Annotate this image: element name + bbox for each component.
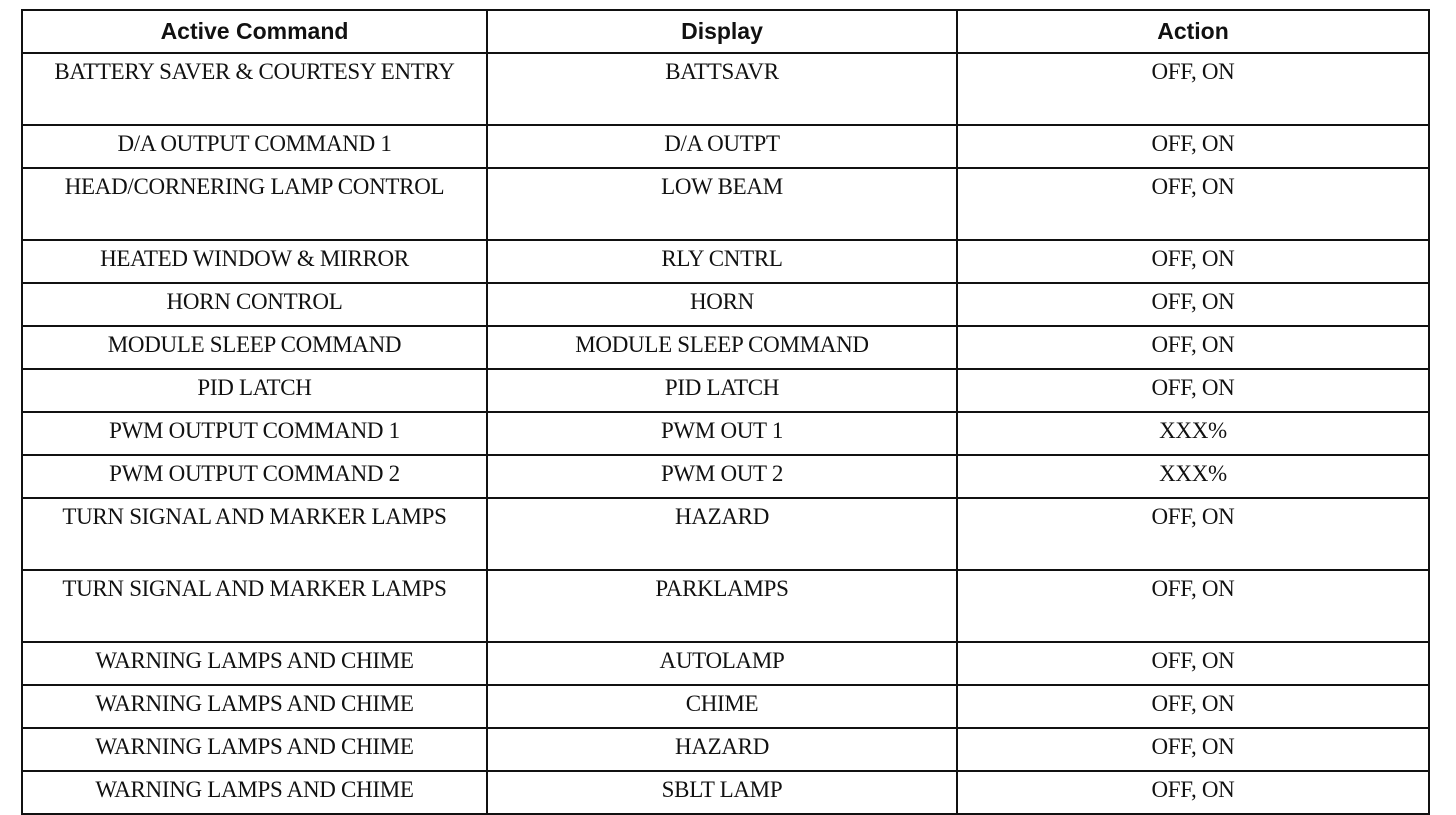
cell-active-command: PWM OUTPUT COMMAND 1 (22, 412, 487, 455)
cell-action: OFF, ON (957, 53, 1429, 125)
cell-active-command: WARNING LAMPS AND CHIME (22, 685, 487, 728)
cell-display: RLY CNTRL (487, 240, 957, 283)
table-row (22, 125, 1429, 168)
table-row (22, 728, 1429, 771)
table-row (22, 642, 1429, 685)
active-command-table (21, 9, 1430, 815)
cell-display: BATTSAVR (487, 53, 957, 125)
cell-action: OFF, ON (957, 369, 1429, 412)
cell-action: OFF, ON (957, 240, 1429, 283)
cell-display: HORN (487, 283, 957, 326)
table-row (22, 455, 1429, 498)
cell-display: HAZARD (487, 728, 957, 771)
cell-action: XXX% (957, 412, 1429, 455)
cell-active-command: HEATED WINDOW & MIRROR (22, 240, 487, 283)
cell-action: XXX% (957, 455, 1429, 498)
cell-active-command: WARNING LAMPS AND CHIME (22, 728, 487, 771)
table-header-row (22, 10, 1429, 53)
header-display: Display (487, 10, 957, 53)
cell-action: OFF, ON (957, 771, 1429, 814)
cell-active-command: D/A OUTPUT COMMAND 1 (22, 125, 487, 168)
cell-active-command: MODULE SLEEP COMMAND (22, 326, 487, 369)
cell-active-command: PWM OUTPUT COMMAND 2 (22, 455, 487, 498)
cell-action: OFF, ON (957, 685, 1429, 728)
cell-action: OFF, ON (957, 570, 1429, 642)
cell-action: OFF, ON (957, 168, 1429, 240)
table-row (22, 369, 1429, 412)
cell-display: PID LATCH (487, 369, 957, 412)
cell-display: MODULE SLEEP COMMAND (487, 326, 957, 369)
cell-display: PARKLAMPS (487, 570, 957, 642)
cell-display: AUTOLAMP (487, 642, 957, 685)
cell-display: LOW BEAM (487, 168, 957, 240)
cell-display: CHIME (487, 685, 957, 728)
table-row (22, 685, 1429, 728)
cell-active-command: TURN SIGNAL AND MARKER LAMPS (22, 570, 487, 642)
cell-action: OFF, ON (957, 728, 1429, 771)
cell-display: HAZARD (487, 498, 957, 570)
table-row (22, 53, 1429, 125)
cell-active-command: PID LATCH (22, 369, 487, 412)
active-command-table-container (21, 9, 1428, 815)
cell-action: OFF, ON (957, 642, 1429, 685)
header-action: Action (957, 10, 1429, 53)
cell-active-command: BATTERY SAVER & COURTESY ENTRY (22, 53, 487, 125)
cell-action: OFF, ON (957, 125, 1429, 168)
table-row (22, 412, 1429, 455)
cell-active-command: TURN SIGNAL AND MARKER LAMPS (22, 498, 487, 570)
cell-display: SBLT LAMP (487, 771, 957, 814)
cell-active-command: HORN CONTROL (22, 283, 487, 326)
table-row (22, 283, 1429, 326)
cell-active-command: HEAD/CORNERING LAMP CONTROL (22, 168, 487, 240)
cell-display: D/A OUTPT (487, 125, 957, 168)
cell-action: OFF, ON (957, 326, 1429, 369)
cell-action: OFF, ON (957, 498, 1429, 570)
cell-display: PWM OUT 1 (487, 412, 957, 455)
table-row (22, 168, 1429, 240)
table-row (22, 570, 1429, 642)
table-row (22, 326, 1429, 369)
cell-action: OFF, ON (957, 283, 1429, 326)
cell-display: PWM OUT 2 (487, 455, 957, 498)
cell-active-command: WARNING LAMPS AND CHIME (22, 642, 487, 685)
table-row (22, 240, 1429, 283)
table-row (22, 771, 1429, 814)
cell-active-command: WARNING LAMPS AND CHIME (22, 771, 487, 814)
table-body (22, 53, 1429, 814)
table-row (22, 498, 1429, 570)
header-active-command: Active Command (22, 10, 487, 53)
